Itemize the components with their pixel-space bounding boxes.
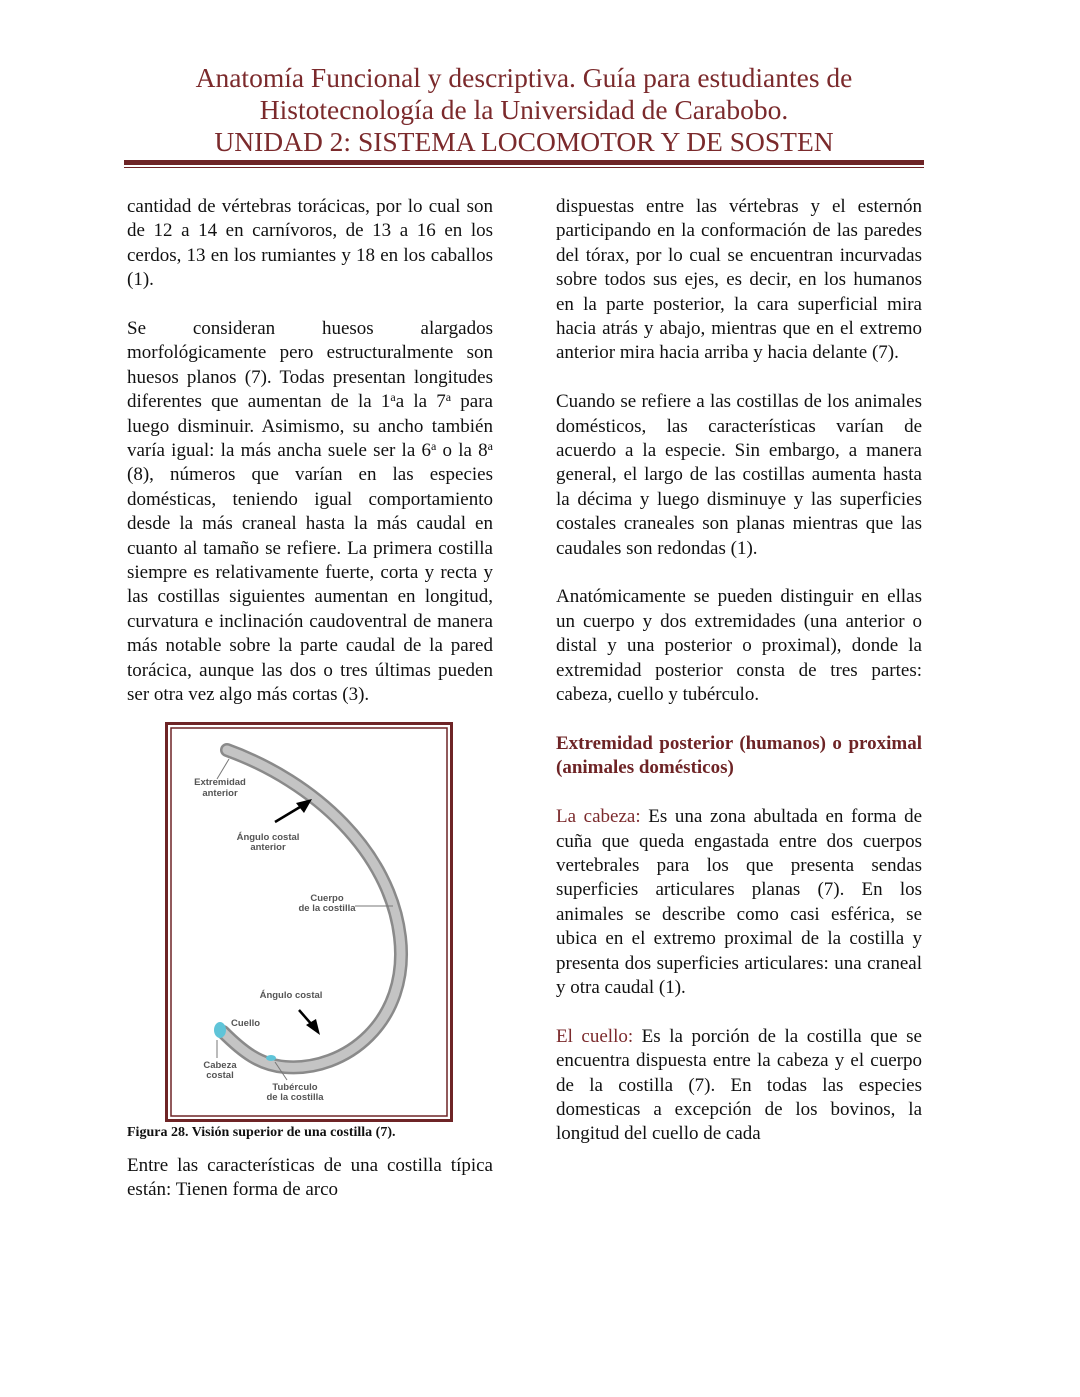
paragraph: Cuando se refiere a las costillas de los animales domésticos, las características varían de acuerdo a la especie. Sin embargo, a manera general, el largo de las costillas aumenta hasta la décima y luego disminuye y las superficies costales craneales son planas mientras que las caudales son redondas (1).	[556, 391, 922, 559]
header-divider-thin	[124, 167, 924, 168]
page-header	[120, 62, 928, 158]
svg-text:de la costilla: de la costilla	[266, 1091, 324, 1103]
svg-text:Extremidad: Extremidad	[194, 776, 246, 788]
svg-text:Tubérculo: Tubérculo	[272, 1081, 318, 1093]
header-title-line2: Histotecnología de la Universidad de Carabobo.	[259, 94, 789, 125]
svg-text:Cuello: Cuello	[231, 1017, 261, 1029]
rib-illustration	[165, 722, 453, 1122]
rib-figure	[165, 722, 453, 1122]
figure-caption: Figura 28. Visión superior de una costilla (7).	[127, 1124, 396, 1140]
paragraph: dispuestas entre las vértebras y el esternón participando en la conformación de las paredes del tórax, por lo cual se encuentran incurvadas sobre todos sus ejes, es decir, en los humanos en la parte posterior, la cara superficial mira hacia atrás y abajo, mientras que en el extremo anterior mira hacia arriba y hacia delante (7).	[556, 196, 922, 364]
paragraph: cantidad de vértebras torácicas, por lo cual son de 12 a 14 en carnívoros, de 13 a 16 en los cerdos, 13 en los rumiantes y 18 en los caballos (1).	[127, 196, 493, 291]
svg-text:anterior: anterior	[202, 787, 238, 799]
paragraph: Se consideran huesos alargados morfológicamente pero estructuralmente son huesos planos (7). Todas presentan longitudes diferentes que aumentan de la 1$^a$a la 7$^a$ para luego disminuir. Asimismo, su ancho también varía igual: la más ancha suele ser la 6$^a$ o la 8$^a$ (8), números que varían en las especies domésticas, teniendo igual comportamiento desde la más craneal hasta la más caudal en cuanto al tamaño se refiere. La primera costilla siempre es relativamente fuerte, corta y recta y las costillas siguientes aumentan en longitud, curvatura e inclinación caudoventral de manera más notable sobre la parte caudal de la pared torácica, aunque las dos o tres últimas pueden ser otra vez algo más cortas (3).	[127, 318, 493, 706]
right-column	[556, 195, 922, 1171]
term-cabeza: La cabeza:	[556, 806, 641, 828]
paragraph-cuello: El cuello: Es la porción de la costilla que se encuentra dispuesta entre la cabeza y el cuerpo de la costilla (7). En todas las especies domesticas a excepción de los bovinos, la longitud del cuello de cada	[556, 1025, 922, 1145]
paragraph: Entre las características de una costilla típica están: Tienen forma de arco	[127, 1154, 493, 1200]
header-divider	[124, 160, 924, 165]
header-unit-title: UNIDAD 2: SISTEMA LOCOMOTOR Y DE SOSTEN	[214, 126, 834, 157]
section-heading: Extremidad posterior (humanos) o proximal (animales domésticos)	[556, 732, 922, 779]
svg-text:Cuerpo: Cuerpo	[310, 892, 344, 904]
svg-text:anterior: anterior	[250, 841, 286, 853]
paragraph-cabeza: La cabeza: Es una zona abultada en forma de cuña que queda engastada entre dos cuerpos vertebrales para los que presenta sendas superficies articulares planas (7). En los animales se describe como casi esférica, se ubica en el extremo proximal de la costilla y presenta dos superficies articulares: una craneal y otra caudal (1).	[556, 806, 922, 998]
term-cuello: El cuello:	[556, 1025, 634, 1047]
svg-text:Ángulo costal: Ángulo costal	[236, 831, 300, 843]
header-title-line1: Anatomía Funcional y descriptiva. Guía para estudiantes de	[195, 62, 853, 93]
left-column	[127, 195, 493, 1227]
svg-text:Ángulo costal: Ángulo costal	[259, 989, 323, 1001]
svg-text:Cabeza: Cabeza	[203, 1059, 237, 1071]
svg-text:costal: costal	[206, 1069, 234, 1081]
svg-text:de la costilla: de la costilla	[298, 902, 356, 914]
paragraph: Anatómicamente se pueden distinguir en ellas un cuerpo y dos extremidades (una anterior o distal y una posterior o proximal), donde la extremidad posterior consta de tres partes: cabeza, cuello y tubérculo.	[556, 586, 922, 706]
